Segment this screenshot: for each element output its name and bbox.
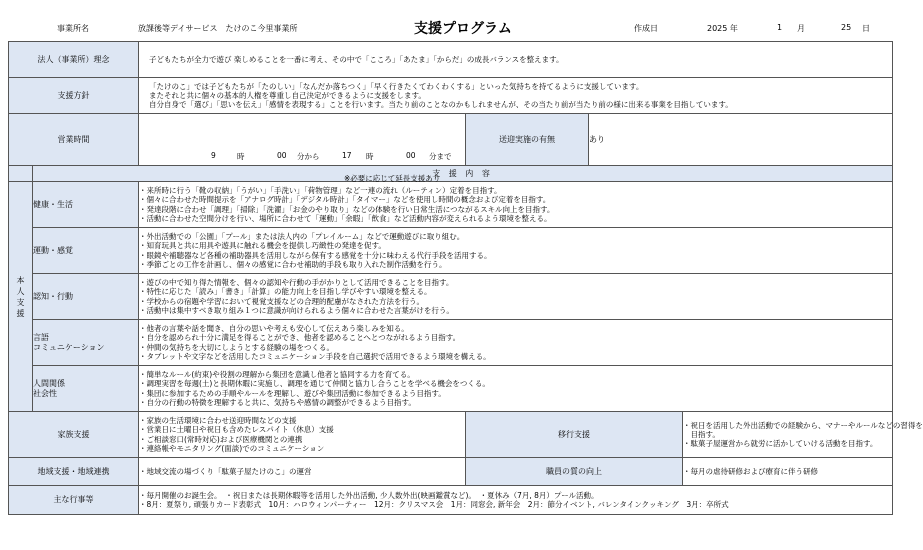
support-category-label: 人間関係 社会性 (33, 366, 139, 412)
hours-label: 営業時間 (9, 114, 139, 166)
support-category-content: ・簡単なルール(約束)や役割の理解から集団を意識し他者と協同する力を育てる。 ・調理実習を毎週(土)と長期休暇に実施し、調理を通じて仲間と協力し合うことを学べる機会をつくる。 ・集団に参加するための手順やルールを理解し、遊びや集団活動に参加できるよう目指す。 ・自分の行動の特徴を理解すると共に、気持ちや感情の調整ができるよう目指す。 (139, 366, 893, 412)
support-category-content: ・他者の言葉や話を聞き、自分の思いや考えも安心して伝えあう楽しみを知る。 ・自分を認められ十分に満足を得ることができ、他者を認めることへとつながれるよう目指す。 ・仲間の気持ちを大切にしようとする経験の場をつくる。 ・タブレットや文字などを活用したコミュニケーション手段を自己選択で活用できるよう環境を構える。 (139, 320, 893, 366)
created-month: 1 (777, 23, 783, 32)
staff-quality-content: ・毎月の虐待研修および療育に伴う研修 (683, 458, 893, 486)
support-category-label: 認知・行動 (33, 274, 139, 320)
transport-label: 送迎実施の有無 (466, 114, 589, 166)
until-text: 分まで (429, 151, 452, 161)
business-name: 放課後等デイサービス たけのこ今里事業所 (138, 24, 298, 33)
extension-note: ※必要に応じて延長支援あり (344, 173, 441, 183)
document-header (0, 0, 900, 44)
from-text: 分から (297, 151, 320, 161)
support-category-label: 健康・生活 (33, 182, 139, 228)
end-minute: 00 (406, 150, 416, 160)
philosophy-row (9, 42, 893, 78)
events-label: 主な行事等 (9, 486, 139, 515)
policy-text (139, 78, 893, 114)
policy-line: 自分自身で「選び」「思いを伝え」「感情を表現する」ことを行います。当たり前のことなのかもしれませんが、その当たり前が当たり前の様に出来る事業を目指しています。 (149, 100, 733, 110)
created-day-unit: 日 (862, 24, 870, 33)
policy-row (9, 78, 893, 114)
support-row-health (9, 182, 893, 228)
created-month-unit: 月 (797, 24, 805, 33)
support-category-label: 運動・感覚 (33, 228, 139, 274)
support-header-spacer (9, 166, 33, 182)
end-hour: 17 (342, 150, 352, 160)
support-header: 支 援 内 容 (33, 166, 893, 182)
support-category-content: ・外出活動での「公園」「プール」または法人内の「プレイルーム」などで運動遊びに取り組む。 ・知育玩具と共に用具や遊具に触れる機会を提供し巧緻性の発達を促す。 ・眼鏡や補聴器など各種の補助器具を活用しながら保有する感覚を十分に味わえる代行手段を活用する。 ・季節ごとの工作を計画し、個々の感覚に合わせ補助的手段も取り入れた制作活動を行う。 (139, 228, 893, 274)
support-program-table (8, 41, 923, 515)
policy-line: 「たけのこ」では子どもたちが「たのしい」「なんだか落ちつく」「早く行きたくてわくわくする」といった気持ちを持てるように支援しています。 (149, 81, 644, 91)
support-header-row (9, 166, 893, 182)
support-category-content: ・来所時に行う「靴の収納」「うがい」「手洗い」「荷物管理」など一連の流れ（ルーティン）定着を目指す。 ・個々に合わせた時間提示を「アナログ時計」「デジタル時計」「タイマー」などを使用し時間の概念および定着を目指す。 ・発達段階に合わせ「調理」「掃除」「洗濯」「お金のやり取り」などの体験を行い日常生活につながるスキル向上を目指す。 ・活動に合わせた空間分けを行い、場所に合わせて「運動」「余暇」「飲食」など活動内容が変えられるよう環境を整える。 (139, 182, 893, 228)
family-content: ・家族の生活環境に合わせ送迎時間などの支援 ・営業日に土曜日や祝日も含めたレスパイト（休息）支援 ・ご相談窓口(常時対応)および医療機関との連携 ・連絡帳やモニタリング(面談)でのコミュニケーション (139, 412, 466, 458)
community-row (9, 458, 893, 486)
philosophy-text: 子どもたちが全力で遊び 楽しめることを一番に考え、その中で「こころ」「あたま」「からだ」の成長バランスを整えます。 (139, 42, 893, 78)
support-row-motor (9, 228, 893, 274)
page-title: 支援プログラム (414, 21, 512, 37)
self-support-label: 本 人 支 援 (9, 182, 33, 412)
support-category-content: ・遊びの中で知り得た情報を、個々の認知や行動の手がかりとして活用できることを目指す。 ・特性に応じた「読み」「書き」「計算」の能力向上を目指し学びやすい環境を整える。 ・学校からの宿題や学習において視覚支援などの合理的配慮がなされた方法を行う。 ・活動中は集中すべき取り組み１つに意識が向けられるよう個々に合わせた言葉がけを行う。 (139, 274, 893, 320)
community-content: ・地域交流の場づくり「駄菓子屋たけのこ」の運営 (139, 458, 466, 486)
start-minute: 00 (277, 150, 287, 160)
transition-content: ・祝日を活用した外出活動での経験から、マナーやルールなどの習得を 目指す。 ・駄菓子屋運営から就労に活かしていける活動を目指す。 (683, 412, 893, 458)
family-label: 家族支援 (9, 412, 139, 458)
community-label: 地域支援・地域連携 (9, 458, 139, 486)
support-category-label: 言語 コミュニケーション (33, 320, 139, 366)
family-row (9, 412, 893, 458)
hours-row (9, 114, 893, 166)
support-row-cognition (9, 274, 893, 320)
policy-label: 支援方針 (9, 78, 139, 114)
created-year: 2025 年 (707, 24, 738, 33)
start-hour-unit: 時 (237, 151, 245, 161)
events-content: ・毎月開催のお誕生会。 ・祝日または長期休暇等を活用した外出活動, 少人数外出(映画鑑賞など)。 ・夏休み（7月, 8月）プール活動。 ・8月：夏祭り, 頑張りカード表彰式 10月：ハロウィンパーティー 12月：クリスマス会 1月：同窓会, 新年会 2月：節分イベント, バレンタインクッキング 3月：卒所式 (139, 486, 893, 515)
staff-quality-label: 職員の質の向上 (466, 458, 683, 486)
start-hour: 9 (211, 150, 216, 160)
events-row (9, 486, 893, 515)
transition-label: 移行支援 (466, 412, 683, 458)
transport-value: あり (589, 114, 893, 166)
policy-line: またそれと共に個々の基本的人権を尊重し自己決定ができるように支援をします。 (149, 90, 426, 100)
support-row-language (9, 320, 893, 366)
philosophy-label: 法人（事業所）理念 (9, 42, 139, 78)
business-label: 事業所名 (57, 24, 89, 33)
end-hour-unit: 時 (366, 151, 374, 161)
created-label: 作成日 (634, 24, 658, 33)
created-day: 25 (841, 23, 852, 32)
support-row-social (9, 366, 893, 412)
